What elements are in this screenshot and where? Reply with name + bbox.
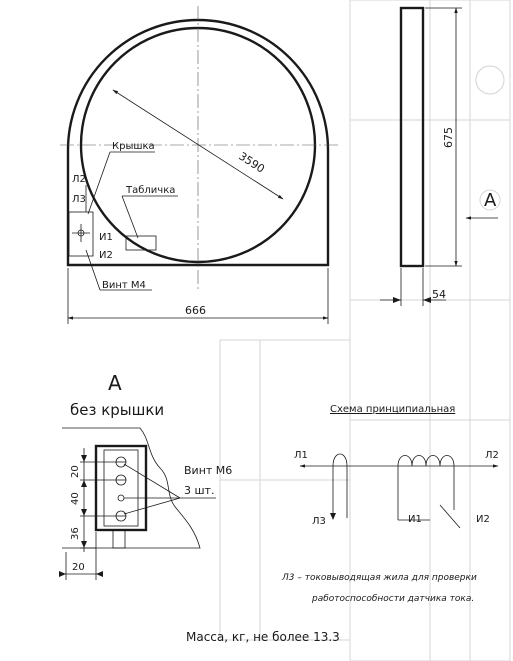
screw-lower-mid (118, 495, 124, 501)
detail-title: A (108, 371, 122, 395)
schematic-l2: Л2 (485, 450, 499, 461)
label-l3: Л3 (72, 194, 86, 205)
label-i1: И1 (99, 232, 113, 243)
side-view (380, 8, 498, 306)
mass-note: Масса, кг, не более 13.3 (186, 630, 340, 644)
label-l2: Л2 (72, 174, 86, 185)
label-screw-m4: Винт М4 (102, 280, 146, 291)
schematic-note-line1: Л3 – токовыводящая жила для проверки (282, 573, 477, 583)
front-view (60, 6, 340, 324)
dim-40: 40 (70, 492, 81, 505)
screw-qty: 3 шт. (184, 484, 215, 497)
schematic-l3: Л3 (312, 516, 326, 527)
width-value: 666 (185, 304, 206, 317)
dim-20-top: 20 (70, 465, 81, 478)
label-i2: И2 (99, 250, 113, 261)
schematic-i2: И2 (476, 514, 490, 525)
dim-36: 36 (70, 527, 81, 540)
label-cover: Крышка (112, 141, 155, 152)
detail-view (59, 371, 232, 580)
detail-subtitle: без крышки (70, 401, 165, 419)
l3-loop (333, 454, 347, 518)
side-profile (401, 8, 423, 266)
terminal-block (96, 446, 146, 530)
sensor-coil (398, 456, 454, 467)
view-arrow-label: A (484, 190, 497, 211)
background-watermark (220, 0, 510, 661)
height-value: 675 (442, 127, 455, 148)
dim-20-bottom: 20 (72, 562, 85, 573)
diameter-value: 3590 (236, 149, 267, 176)
schematic-l1: Л1 (294, 450, 308, 461)
terminal-screws (116, 457, 126, 521)
schematic-i1: И1 (408, 514, 422, 525)
thickness-value: 54 (432, 288, 446, 301)
schematic-note-line2: работоспособности датчика тока. (312, 594, 475, 604)
schematic (281, 404, 499, 604)
schematic-title: Схема принципиальная (330, 404, 456, 415)
screw-m6-label: Винт М6 (184, 464, 233, 477)
label-plate: Табличка (126, 185, 176, 196)
